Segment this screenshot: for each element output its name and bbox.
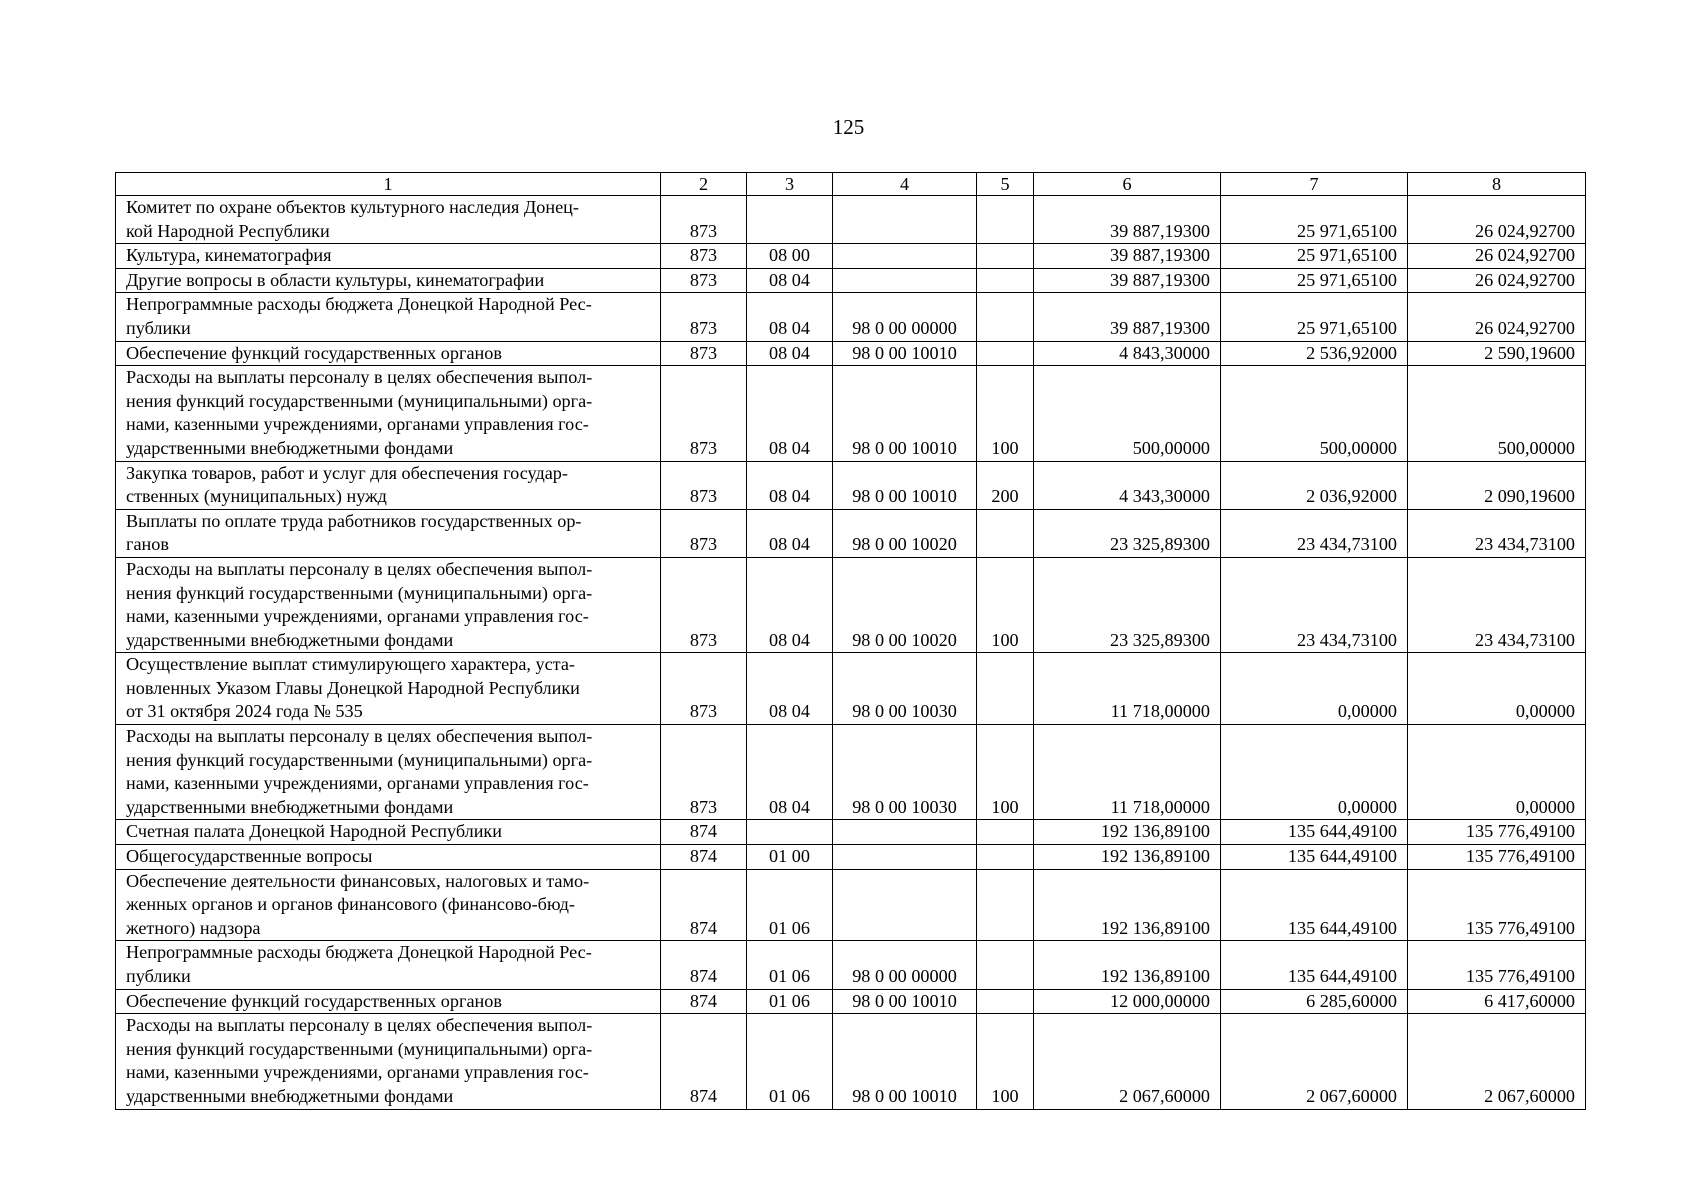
target-article-code: 98 0 00 10010 xyxy=(833,366,977,461)
target-article-code xyxy=(833,268,977,293)
section-code: 08 04 xyxy=(747,366,833,461)
table-row xyxy=(116,293,1586,341)
expense-type-code: 100 xyxy=(977,1014,1034,1109)
section-code: 08 04 xyxy=(747,509,833,557)
amount-col-6: 23 325,89300 xyxy=(1034,509,1221,557)
ved-code: 873 xyxy=(661,244,747,269)
amount-col-7: 2 036,92000 xyxy=(1221,461,1408,509)
amount-col-7: 135 644,49100 xyxy=(1221,941,1408,989)
ved-code: 873 xyxy=(661,653,747,725)
row-name-line: ударственными внебюджетными фондами xyxy=(126,796,454,817)
ved-code: 874 xyxy=(661,941,747,989)
row-name xyxy=(116,461,661,509)
row-name xyxy=(116,293,661,341)
amount-col-8: 23 434,73100 xyxy=(1408,509,1586,557)
row-name-line: Расходы на выплаты персоналу в целях обеспечения выпол- xyxy=(126,726,593,747)
column-header: 8 xyxy=(1408,173,1586,196)
amount-col-7: 23 434,73100 xyxy=(1221,509,1408,557)
target-article-code: 98 0 00 10030 xyxy=(833,725,977,820)
row-name-line: нения функций государственными (муниципальными) орга- xyxy=(126,390,593,411)
ved-code: 874 xyxy=(661,845,747,870)
table-row xyxy=(116,989,1586,1014)
row-name-line: Выплаты по оплате труда работников государственных ор- xyxy=(126,510,582,531)
section-code: 08 04 xyxy=(747,293,833,341)
target-article-code: 98 0 00 10020 xyxy=(833,509,977,557)
amount-col-6: 12 000,00000 xyxy=(1034,989,1221,1014)
expense-type-code xyxy=(977,268,1034,293)
ved-code: 873 xyxy=(661,293,747,341)
row-name-line: Осуществление выплат стимулирующего характера, уста- xyxy=(126,654,575,675)
amount-col-7: 2 067,60000 xyxy=(1221,1014,1408,1109)
expense-type-code xyxy=(977,820,1034,845)
expense-type-code: 100 xyxy=(977,725,1034,820)
table-row xyxy=(116,845,1586,870)
target-article-code: 98 0 00 10010 xyxy=(833,461,977,509)
ved-code: 873 xyxy=(661,196,747,244)
amount-col-6: 192 136,89100 xyxy=(1034,845,1221,870)
column-header: 5 xyxy=(977,173,1034,196)
amount-col-6: 11 718,00000 xyxy=(1034,725,1221,820)
expense-type-code xyxy=(977,341,1034,366)
column-header: 4 xyxy=(833,173,977,196)
amount-col-7: 0,00000 xyxy=(1221,725,1408,820)
row-name-line: нения функций государственными (муниципальными) орга- xyxy=(126,1038,593,1059)
row-name-line: Общегосударственные вопросы xyxy=(126,846,373,867)
amount-col-8: 0,00000 xyxy=(1408,725,1586,820)
ved-code: 873 xyxy=(661,268,747,293)
expense-type-code: 100 xyxy=(977,366,1034,461)
section-code: 08 00 xyxy=(747,244,833,269)
row-name-line: Непрограммные расходы бюджета Донецкой Народной Рес- xyxy=(126,942,592,963)
amount-col-7: 6 285,60000 xyxy=(1221,989,1408,1014)
expense-type-code: 100 xyxy=(977,557,1034,652)
amount-col-7: 135 644,49100 xyxy=(1221,869,1408,941)
table-row xyxy=(116,366,1586,461)
ved-code: 874 xyxy=(661,989,747,1014)
row-name-line: ударственными внебюджетными фондами xyxy=(126,437,454,458)
row-name-line: новленных Указом Главы Донецкой Народной Республики xyxy=(126,677,580,698)
ved-code: 873 xyxy=(661,557,747,652)
table-row xyxy=(116,196,1586,244)
table-row xyxy=(116,941,1586,989)
row-name xyxy=(116,941,661,989)
row-name xyxy=(116,869,661,941)
ved-code: 874 xyxy=(661,869,747,941)
row-name xyxy=(116,196,661,244)
row-name xyxy=(116,1014,661,1109)
row-name-line: Счетная палата Донецкой Народной Республики xyxy=(126,821,503,842)
row-name-line: кой Народной Республики xyxy=(126,220,330,241)
target-article-code: 98 0 00 00000 xyxy=(833,941,977,989)
row-name xyxy=(116,653,661,725)
amount-col-8: 26 024,92700 xyxy=(1408,244,1586,269)
amount-col-6: 4 843,30000 xyxy=(1034,341,1221,366)
amount-col-8: 135 776,49100 xyxy=(1408,869,1586,941)
section-code: 08 04 xyxy=(747,557,833,652)
column-number-row xyxy=(116,173,1586,196)
table-row xyxy=(116,653,1586,725)
amount-col-8: 500,00000 xyxy=(1408,366,1586,461)
column-header: 1 xyxy=(116,173,661,196)
amount-col-8: 0,00000 xyxy=(1408,653,1586,725)
table-body xyxy=(116,173,1586,1110)
target-article-code: 98 0 00 10030 xyxy=(833,653,977,725)
row-name-line: Расходы на выплаты персоналу в целях обеспечения выпол- xyxy=(126,367,593,388)
amount-col-8: 135 776,49100 xyxy=(1408,845,1586,870)
amount-col-7: 25 971,65100 xyxy=(1221,196,1408,244)
target-article-code: 98 0 00 00000 xyxy=(833,293,977,341)
row-name xyxy=(116,725,661,820)
expense-type-code xyxy=(977,293,1034,341)
target-article-code: 98 0 00 10010 xyxy=(833,1014,977,1109)
expense-type-code xyxy=(977,845,1034,870)
section-code: 08 04 xyxy=(747,268,833,293)
row-name-line: Расходы на выплаты персоналу в целях обеспечения выпол- xyxy=(126,1015,593,1036)
amount-col-6: 11 718,00000 xyxy=(1034,653,1221,725)
amount-col-7: 135 644,49100 xyxy=(1221,845,1408,870)
amount-col-7: 25 971,65100 xyxy=(1221,293,1408,341)
amount-col-6: 192 136,89100 xyxy=(1034,820,1221,845)
row-name-line: нения функций государственными (муниципальными) орга- xyxy=(126,749,593,770)
row-name-line: Другие вопросы в области культуры, кинематографии xyxy=(126,269,545,290)
row-name xyxy=(116,244,661,269)
section-code: 08 04 xyxy=(747,653,833,725)
table-row xyxy=(116,1014,1586,1109)
column-header: 3 xyxy=(747,173,833,196)
row-name xyxy=(116,989,661,1014)
row-name-line: нения функций государственными (муниципальными) орга- xyxy=(126,582,593,603)
table-row xyxy=(116,557,1586,652)
amount-col-6: 4 343,30000 xyxy=(1034,461,1221,509)
table-row xyxy=(116,268,1586,293)
row-name-line: ударственными внебюджетными фондами xyxy=(126,1085,454,1106)
expense-type-code xyxy=(977,869,1034,941)
row-name xyxy=(116,820,661,845)
row-name-line: публики xyxy=(126,317,191,338)
amount-col-8: 135 776,49100 xyxy=(1408,820,1586,845)
ved-code: 873 xyxy=(661,461,747,509)
row-name-line: публики xyxy=(126,966,191,986)
table-row xyxy=(116,725,1586,820)
target-article-code: 98 0 00 10010 xyxy=(833,989,977,1014)
amount-col-7: 25 971,65100 xyxy=(1221,244,1408,269)
section-code xyxy=(747,196,833,244)
budget-table xyxy=(115,172,1586,1110)
page-number: 125 xyxy=(832,115,865,139)
section-code: 01 06 xyxy=(747,869,833,941)
amount-col-6: 39 887,19300 xyxy=(1034,293,1221,341)
amount-col-8: 26 024,92700 xyxy=(1408,196,1586,244)
row-name-line: жетного) надзора xyxy=(126,917,261,938)
amount-col-6: 2 067,60000 xyxy=(1034,1014,1221,1109)
section-code: 01 06 xyxy=(747,941,833,989)
amount-col-6: 39 887,19300 xyxy=(1034,196,1221,244)
section-code: 01 06 xyxy=(747,1014,833,1109)
target-article-code xyxy=(833,244,977,269)
amount-col-7: 500,00000 xyxy=(1221,366,1408,461)
column-header: 6 xyxy=(1034,173,1221,196)
column-header: 2 xyxy=(661,173,747,196)
ved-code: 873 xyxy=(661,341,747,366)
row-name-line: Закупка товаров, работ и услуг для обеспечения государ- xyxy=(126,462,568,483)
amount-col-8: 26 024,92700 xyxy=(1408,268,1586,293)
expense-type-code xyxy=(977,989,1034,1014)
row-name xyxy=(116,268,661,293)
amount-col-7: 0,00000 xyxy=(1221,653,1408,725)
row-name-line: Комитет по охране объектов культурного наследия Донец- xyxy=(126,197,579,217)
amount-col-6: 192 136,89100 xyxy=(1034,869,1221,941)
ved-code: 873 xyxy=(661,509,747,557)
row-name-line: нами, казенными учреждениями, органами управления гос- xyxy=(126,1062,589,1083)
section-code: 01 00 xyxy=(747,845,833,870)
amount-col-6: 23 325,89300 xyxy=(1034,557,1221,652)
target-article-code xyxy=(833,869,977,941)
expense-type-code xyxy=(977,509,1034,557)
amount-col-8: 135 776,49100 xyxy=(1408,941,1586,989)
target-article-code xyxy=(833,845,977,870)
row-name-line: женных органов и органов финансового (финансово-бюд- xyxy=(126,894,575,915)
target-article-code xyxy=(833,820,977,845)
row-name-line: Обеспечение деятельности финансовых, налоговых и тамо- xyxy=(126,870,590,891)
amount-col-8: 6 417,60000 xyxy=(1408,989,1586,1014)
column-header: 7 xyxy=(1221,173,1408,196)
row-name-line: ударственными внебюджетными фондами xyxy=(126,629,454,650)
row-name xyxy=(116,509,661,557)
section-code xyxy=(747,820,833,845)
expense-type-code xyxy=(977,941,1034,989)
amount-col-8: 26 024,92700 xyxy=(1408,293,1586,341)
ved-code: 874 xyxy=(661,1014,747,1109)
row-name-line: Расходы на выплаты персоналу в целях обеспечения выпол- xyxy=(126,558,593,579)
table-row xyxy=(116,244,1586,269)
row-name-line: нами, казенными учреждениями, органами управления гос- xyxy=(126,414,589,435)
target-article-code xyxy=(833,196,977,244)
row-name xyxy=(116,845,661,870)
amount-col-8: 2 067,60000 xyxy=(1408,1014,1586,1109)
expense-type-code xyxy=(977,653,1034,725)
row-name-line: Непрограммные расходы бюджета Донецкой Народной Рес- xyxy=(126,294,592,315)
ved-code: 873 xyxy=(661,725,747,820)
target-article-code: 98 0 00 10020 xyxy=(833,557,977,652)
amount-col-7: 2 536,92000 xyxy=(1221,341,1408,366)
expense-type-code: 200 xyxy=(977,461,1034,509)
row-name-line: ственных (муниципальных) нужд xyxy=(126,486,387,507)
row-name-line: от 31 октября 2024 года № 535 xyxy=(126,701,363,722)
expense-type-code xyxy=(977,244,1034,269)
amount-col-8: 2 090,19600 xyxy=(1408,461,1586,509)
ved-code: 874 xyxy=(661,820,747,845)
section-code: 08 04 xyxy=(747,341,833,366)
table-row xyxy=(116,509,1586,557)
row-name xyxy=(116,366,661,461)
table-row xyxy=(116,341,1586,366)
table-row xyxy=(116,869,1586,941)
amount-col-7: 25 971,65100 xyxy=(1221,268,1408,293)
amount-col-6: 39 887,19300 xyxy=(1034,268,1221,293)
target-article-code: 98 0 00 10010 xyxy=(833,341,977,366)
amount-col-6: 39 887,19300 xyxy=(1034,244,1221,269)
amount-col-8: 23 434,73100 xyxy=(1408,557,1586,652)
section-code: 01 06 xyxy=(747,989,833,1014)
row-name-line: Культура, кинематография xyxy=(126,245,332,266)
expense-type-code xyxy=(977,196,1034,244)
amount-col-7: 135 644,49100 xyxy=(1221,820,1408,845)
row-name-line: Обеспечение функций государственных органов xyxy=(126,342,502,363)
amount-col-6: 500,00000 xyxy=(1034,366,1221,461)
ved-code: 873 xyxy=(661,366,747,461)
row-name xyxy=(116,341,661,366)
row-name-line: ганов xyxy=(126,534,169,555)
table-row xyxy=(116,461,1586,509)
amount-col-6: 192 136,89100 xyxy=(1034,941,1221,989)
row-name-line: Обеспечение функций государственных органов xyxy=(126,990,502,1011)
section-code: 08 04 xyxy=(747,461,833,509)
table-row xyxy=(116,820,1586,845)
amount-col-7: 23 434,73100 xyxy=(1221,557,1408,652)
section-code: 08 04 xyxy=(747,725,833,820)
row-name-line: нами, казенными учреждениями, органами управления гос- xyxy=(126,606,589,627)
row-name xyxy=(116,557,661,652)
row-name-line: нами, казенными учреждениями, органами управления гос- xyxy=(126,773,589,794)
amount-col-8: 2 590,19600 xyxy=(1408,341,1586,366)
